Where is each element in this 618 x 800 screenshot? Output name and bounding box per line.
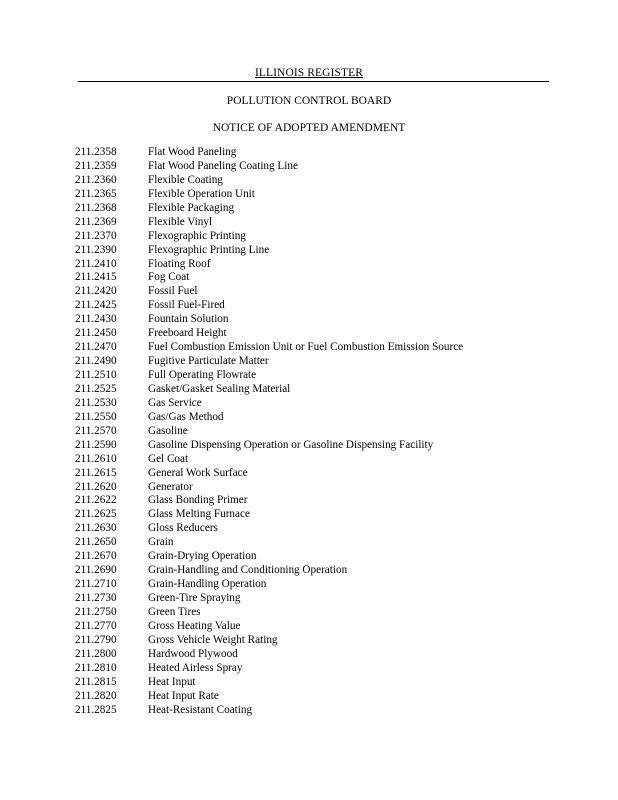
section-number: 211.2359 [75,159,117,172]
definition-row [75,661,575,675]
section-number: 211.2622 [75,494,117,507]
definition-row [75,284,575,298]
definition-term: Freeboard Height [148,327,227,340]
section-number: 211.2369 [75,215,117,228]
section-number: 211.2425 [75,299,117,312]
section-number: 211.2530 [75,396,117,409]
definition-row [75,577,575,591]
definition-term: Gasoline Dispensing Operation or Gasoline Dispensing Facility [148,438,434,451]
section-number: 211.2420 [75,285,117,298]
section-number: 211.2750 [75,605,117,618]
definition-row [75,438,575,452]
section-number: 211.2620 [75,480,117,493]
section-number: 211.2790 [75,633,117,646]
section-number: 211.2415 [75,271,117,284]
definition-row [75,452,575,466]
definition-term: Fog Coat [148,271,190,284]
definition-term: Green-Tire Spraying [148,592,241,604]
definition-term: Generator [148,480,193,493]
section-number: 211.2450 [75,327,117,340]
section-number: 211.2825 [75,703,117,716]
definition-row [75,368,575,382]
definition-term: Gasket/Gasket Sealing Material [148,382,291,395]
definition-row [75,605,575,619]
definition-term: Grain-Drying Operation [148,550,257,563]
section-number: 211.2370 [75,229,117,242]
definition-term: Flexible Packaging [148,201,235,214]
board-title: POLLUTION CONTROL BOARD [226,95,392,107]
definition-row [75,480,575,494]
definition-row [75,521,575,535]
definition-term: Hardwood Plywood [148,647,238,660]
definition-row [75,326,575,340]
definition-row [75,298,575,312]
section-number: 211.2510 [75,369,117,381]
definition-row [75,633,575,647]
definition-row [75,270,575,284]
definition-row [75,493,575,507]
section-number: 211.2820 [75,689,117,702]
section-number: 211.2430 [75,313,117,326]
section-number: 211.2610 [75,452,117,465]
definition-term: Green Tires [148,605,201,618]
definition-term: Gross Heating Value [148,619,241,632]
definition-row [75,243,575,257]
definition-term: Flat Wood Paneling [148,146,237,158]
definition-term: Heat-Resistant Coating [148,703,253,716]
section-number: 211.2368 [75,201,117,214]
definition-row [75,563,575,577]
definition-term: Fossil Fuel [148,285,198,298]
definition-term: Gel Coat [148,452,189,465]
section-number: 211.2615 [75,466,117,479]
definition-term: Fountain Solution [148,313,229,326]
definition-term: Fuel Combustion Emission Unit or Fuel Combustion Emission Source [148,341,464,354]
definition-term: Gas/Gas Method [148,410,224,423]
definition-term: Floating Roof [148,257,211,270]
definition-row [75,507,575,521]
definition-term: Gross Vehicle Weight Rating [148,633,278,646]
definition-row [75,647,575,661]
definition-term: Flexible Vinyl [148,215,213,228]
section-number: 211.2800 [75,647,117,660]
section-number: 211.2390 [75,243,117,256]
register-title-text: ILLINOIS REGISTER [254,67,364,79]
section-number: 211.2710 [75,578,117,591]
section-number: 211.2360 [75,173,117,186]
definition-row [75,549,575,563]
register-rule [78,81,549,82]
definition-row [75,187,575,201]
definition-term: Flexographic Printing [148,229,246,242]
definition-row [75,159,575,173]
section-number: 211.2630 [75,522,117,535]
definition-row [75,675,575,689]
section-number: 211.2490 [75,355,117,368]
definition-row [75,382,575,396]
definitions-list [75,145,575,716]
definition-row [75,340,575,354]
definition-term: Gas Service [148,396,202,409]
definition-row [75,354,575,368]
section-number: 211.2770 [75,619,117,632]
definition-term: Gloss Reducers [148,522,218,535]
definition-row [75,396,575,410]
section-number: 211.2410 [75,257,117,270]
definition-term: Flexographic Printing Line [148,243,270,256]
definition-row [75,215,575,229]
definition-term: Gasoline [148,424,188,437]
section-number: 211.2550 [75,410,117,423]
definition-row [75,229,575,243]
section-number: 211.2590 [75,438,117,451]
section-number: 211.2470 [75,341,117,354]
definition-row [75,591,575,605]
definition-row [75,535,575,549]
section-number: 211.2650 [75,536,117,549]
definition-term: Heated Airless Spray [148,661,243,674]
definition-row [75,619,575,633]
definition-row [75,466,575,480]
section-number: 211.2358 [75,146,117,158]
definition-term: Fossil Fuel-Fired [148,299,225,312]
definition-term: Flexible Coating [148,173,223,186]
definition-term: Fugitive Particulate Matter [148,355,269,368]
section-number: 211.2570 [75,424,117,437]
definition-row [75,145,575,159]
definition-row [75,410,575,424]
definition-row [75,173,575,187]
definition-term: Full Operating Flowrate [148,369,257,381]
definition-term: Grain-Handling and Conditioning Operation [148,564,348,577]
section-number: 211.2365 [75,187,117,200]
definition-term: Glass Bonding Primer [148,494,248,507]
notice-title: NOTICE OF ADOPTED AMENDMENT [212,122,406,134]
definition-term: Heat Input [148,675,196,688]
definition-row [75,257,575,271]
definition-term: Heat Input Rate [148,689,219,702]
definition-term: General Work Surface [148,466,248,479]
definition-row [75,312,575,326]
section-number: 211.2810 [75,661,117,674]
section-number: 211.2815 [75,675,117,688]
definition-term: Flat Wood Paneling Coating Line [148,159,298,172]
register-title [0,66,618,80]
definition-row [75,201,575,215]
definition-term: Grain [148,536,174,549]
definition-term: Flexible Operation Unit [148,187,255,200]
definition-row [75,703,575,717]
definition-term: Grain-Handling Operation [148,578,267,591]
definition-row [75,689,575,703]
section-number: 211.2690 [75,564,117,577]
section-number: 211.2625 [75,508,117,521]
section-number: 211.2730 [75,592,117,604]
definition-term: Glass Melting Furnace [148,508,250,521]
section-number: 211.2525 [75,382,117,395]
definition-row [75,424,575,438]
section-number: 211.2670 [75,550,117,563]
